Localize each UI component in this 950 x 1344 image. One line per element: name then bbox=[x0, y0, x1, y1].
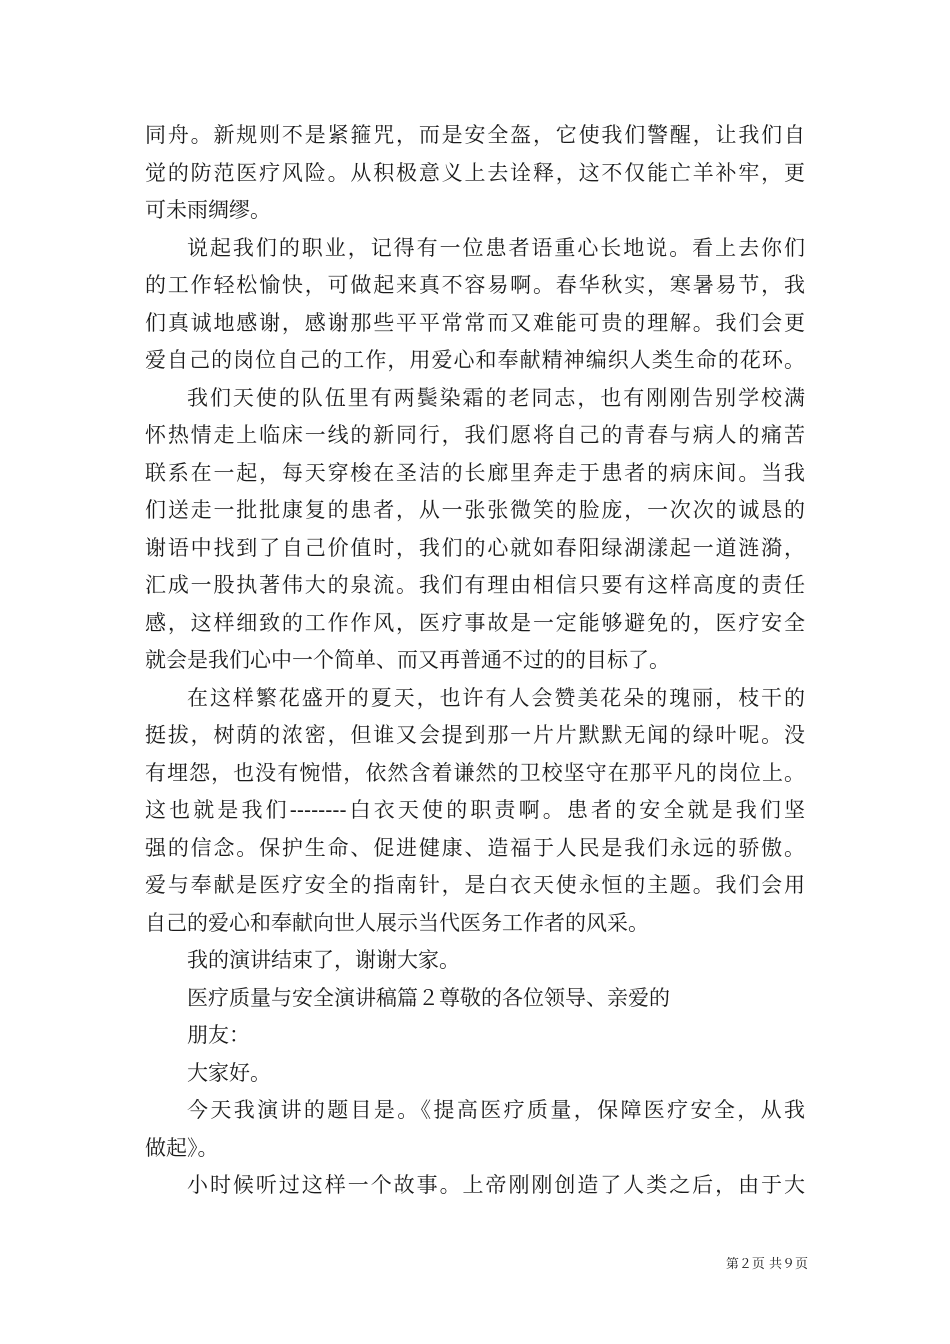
text-line: 小时候听过这样一个故事。上帝刚刚创造了人类之后，由于大 bbox=[187, 1173, 805, 1197]
text-line: 可未雨绸缪。 bbox=[145, 198, 271, 222]
text-line: 我的演讲结束了，谢谢大家。 bbox=[187, 948, 460, 972]
text-line: 有埋怨，也没有惋惜，依然含着谦然的卫校坚守在那平凡的岗位上。 bbox=[145, 760, 805, 785]
text-line: 自己的爱心和奉献向世人展示当代医务工作者的风采。 bbox=[145, 910, 649, 935]
text-line: 怀热情走上临床一线的新同行，我们愿将自己的青春与病人的痛苦 bbox=[145, 423, 805, 447]
text-line: 这也就是我们--------白衣天使的职责啊。患者的安全就是我们坚 bbox=[145, 798, 805, 822]
document-body bbox=[145, 117, 825, 1205]
text-line: 说起我们的职业，记得有一位患者语重心长地说。看上去你们 bbox=[187, 235, 805, 260]
text-line: 在这样繁花盛开的夏天，也许有人会赞美花朵的瑰丽，枝干的 bbox=[187, 685, 805, 710]
text-line: 强的信念。保护生命、促进健康、造福于人民是我们永远的骄傲。 bbox=[145, 835, 805, 860]
text-line: 医疗质量与安全演讲稿篇２尊敬的各位领导、亲爱的 bbox=[187, 985, 670, 1010]
text-line: 我们天使的队伍里有两鬓染霜的老同志，也有刚刚告别学校满 bbox=[187, 385, 805, 410]
text-line: 就会是我们心中一个简单、而又再普通不过的的目标了。 bbox=[145, 648, 670, 672]
text-line: 做起》。 bbox=[145, 1135, 219, 1160]
text-line: 们送走一批批康复的患者，从一张张微笑的脸庞，一次次的诚恳的 bbox=[145, 498, 805, 522]
text-line: 感，这样细致的工作作风，医疗事故是一定能够避免的，医疗安全 bbox=[145, 610, 805, 635]
text-line: 爱自己的岗位自己的工作，用爱心和奉献精神编织人类生命的花环。 bbox=[145, 348, 805, 372]
page-number-footer: 第２页 共９页 bbox=[725, 1257, 808, 1272]
text-line: 谢语中找到了自己价值时，我们的心就如春阳绿湖漾起一道涟漪， bbox=[145, 535, 805, 560]
text-line: 爱与奉献是医疗安全的指南针，是白衣天使永恒的主题。我们会用 bbox=[145, 873, 805, 897]
text-line: 朋友： bbox=[187, 1023, 250, 1047]
text-line: 汇成一股执著伟大的泉流。我们有理由相信只要有这样高度的责任 bbox=[145, 573, 805, 597]
text-line: 们真诚地感谢，感谢那些平平常常而又难能可贵的理解。我们会更 bbox=[145, 310, 805, 335]
text-line: 同舟。新规则不是紧箍咒，而是安全盔，它使我们警醒，让我们自 bbox=[145, 123, 805, 147]
text-line: 觉的防范医疗风险。从积极意义上去诠释，这不仅能亡羊补牢，更 bbox=[145, 160, 805, 185]
text-line: 挺拔，树荫的浓密，但谁又会提到那一片片默默无闻的绿叶呢。没 bbox=[145, 723, 805, 747]
text-line: 大家好。 bbox=[187, 1060, 271, 1085]
text-line: 联系在一起，每天穿梭在圣洁的长廊里奔走于患者的病床间。当我 bbox=[145, 460, 805, 485]
text-line: 今天我演讲的题目是。《提高医疗质量，保障医疗安全，从我 bbox=[187, 1098, 805, 1122]
text-line: 的工作轻松愉快，可做起来真不容易啊。春华秋实，寒暑易节，我 bbox=[145, 273, 805, 297]
